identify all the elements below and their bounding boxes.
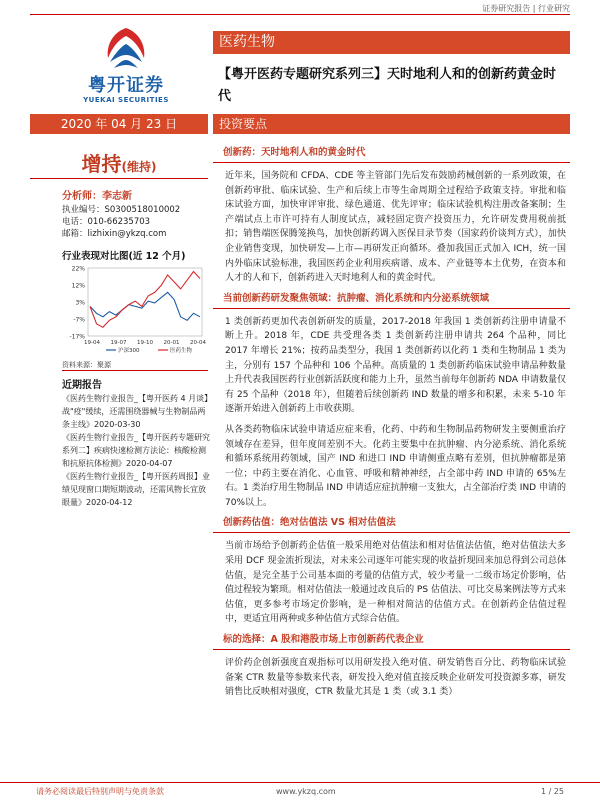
chart-x-tick-label: 19-04 (84, 340, 100, 346)
top-divider (30, 14, 570, 15)
rating (30, 148, 208, 177)
chart-legend-label: 沪深300 (118, 348, 140, 354)
logo-en-text: YUEKAI SECURITIES (83, 96, 169, 104)
section-paragraph: 1 类创新药更加代表创新研发的质量，2017-2018 年我国 1 类创新药注册申请量不断上升。2018 年，CDE 共受理各类 1 类创新药注册申请共 264 个品种，同比 2017 年增长 21%；按药品类型分，我国 1 类创新药以化药 1 类和生物制品 1 类为主，分别有 157 个品种和 106 个品种。高质量的 1 类创新药临床试验申请品种数量上升代表我国医药行业创新活跃度和能力上升，虽然当前每年创新药 NDA 申请数量仅有 25 个品种（2018 年），但随着后续创新药 IND 数量的增多和积累，未来 5-10 年逐渐开始进入创新药上市收获期。 (225, 316, 566, 415)
recent-report-item[interactable]: 《医药生物行业报告_【粤开医药专题研究系列二】疾病快速检测方法论：核酸检测和抗原抗体检测》2020-04-07 (62, 433, 210, 468)
chart-title: 行业表现对比图(近 12 个月) (62, 251, 186, 262)
chart-y-tick-label: -17% (69, 333, 85, 341)
analyst-license: 执业编号：S0300518010002 (62, 205, 181, 215)
chart-series-line (90, 292, 200, 320)
recent-reports-list (62, 392, 210, 509)
rating-divider (30, 178, 208, 179)
rating-main: 增持 (81, 152, 122, 176)
section-paragraph: 当前市场给予创新药企估值一般采用绝对估值法和相对估值法估值，绝对估值法大多采用 DCF 现金流折现法，对未来公司逐年可能实现的收益折现回来加总得到公司总体估值，是完全基于公司基本面的考量的估值方式，较少考量一二级市场定价影响，估值过程较为繁琐。相对估值法一般通过改良后的 PS 估值法、可比交易案例法等方式来估值，更多参考市场定价影响，是一种相对简洁的估值方式。在创新药企估值过程中，更适宜用两种或多种估值方式综合估值。 (225, 541, 566, 625)
section-paragraph: 近年来，国务院和 CFDA、CDE 等主管部门先后发布鼓励药械创新的一系列政策，在创新药审批、临床试验、生产和后续上市等生命周期全过程给予政策支持。审批和临床试验方面，加快审评审批、绿色通道、优先评审；临床试验机构注册改备案制；生产端试点上市许可持有人制度试点，减轻固定资产投资压力，允许研发费用税前抵扣；销售端医保腾笼换鸟，加快创新药调入医保目录节奏（国家药价谈判方式），加快企业销售变现，加快研发—上市—再研发正向循环。叠加我国正式加入 ICH，统一国内外临床试验标准，我国医药企业利用疾病谱、成本、产业链等本土优势，在资本和人才的人和下，创新药进入天时地利人和的黄金时代。 (225, 171, 566, 284)
chart-y-tick-label: 22% (71, 265, 85, 273)
analyst-phone: 电话：010-66235703 (62, 217, 151, 227)
recent-reports-heading: 近期报告 (62, 380, 102, 391)
section-paragraph: 评价药企创新强度直观指标可以用研发投入绝对值、研发销售百分比、药物临床试验备案 CTR 数量等参数来代表，研发投入绝对值直接反映企业研发可投资源多寡，研发销售比反映相对强度，CTR 数量尤其是 1 类（或 3.1 类） (225, 658, 566, 698)
source-divider (62, 370, 208, 371)
key-points-banner: 投资要点 (213, 114, 570, 134)
chart-x-tick-label: 19-10 (137, 340, 153, 346)
chart-x-tick-label: 19-07 (110, 340, 127, 346)
rating-sub: (维持) (121, 160, 157, 174)
performance-chart (62, 262, 208, 360)
chart-y-tick-label: 12% (71, 282, 85, 290)
chart-x-tick-label: 20-04 (190, 340, 206, 346)
chart-x-tick-label: 20-01 (163, 340, 180, 346)
logo-cn-text: 粤开证券 (88, 75, 164, 96)
footer-website[interactable]: www.ykzq.com (276, 787, 336, 796)
chart-y-tick-label: -7% (73, 316, 85, 324)
analyst-name: 分析师：李志新 (62, 191, 132, 202)
footer-disclaimer[interactable]: 请务必阅读最后特别声明与免责条款 (36, 787, 164, 796)
report-date: 2020 年 04 月 23 日 (30, 114, 208, 134)
recent-report-item[interactable]: 《医药生物行业报告_【粤开医药 4 月谈】战"疫"缓续，还需围绕器械与生物制品两条主线》2020-03-30 (62, 394, 209, 429)
section-paragraph: 从各类药物临床试验申请适应症来看，化药、中药和生物制品药物研发主要侧重治疗领域存在差异，但年度间差别不大。化药主要集中在抗肿瘤、内分泌系统、消化系统和循环系统用药领域，国产 IND 和进口 IND 申请侧重点略有差别，但抗肿瘤都是第一位；中药主要在消化、心血管、呼吸和精神神经，占全部中药 IND 申请的 65%左右。1 类治疗用生物制品 IND 申请适应症抗肿瘤一支独大，占全部治疗类 IND 申请的 70%以上。 (225, 424, 566, 508)
section-heading: 创新药估值：绝对估值法 VS 相对估值法 (213, 516, 570, 533)
chart-source: 资料来源：聚源 (62, 361, 111, 369)
report-title: 【粤开医药专题研究系列三】天时地利人和的创新药黄金时代 (218, 67, 557, 104)
logo-emblem-icon (96, 24, 156, 72)
footer-page-number: 1 / 25 (540, 787, 564, 796)
sector-banner: 医药生物 (213, 31, 570, 54)
page-footer (0, 782, 600, 800)
recent-report-item[interactable]: 《医药生物行业报告_【粤开医药周报】业绩见现窗口期短期波动，还需风物长宜放眼量》2020-04-12 (62, 472, 210, 507)
section-heading: 标的选择：A 股和港股市场上市创新药代表企业 (213, 633, 570, 650)
report-type-tag: 证券研究报告 | 行业研究 (482, 4, 570, 13)
section-heading: 创新药：天时地利人和的黄金时代 (213, 146, 570, 163)
company-logo (74, 24, 178, 104)
analyst-email[interactable]: 邮箱：lizhixin@ykzq.com (62, 229, 167, 239)
main-content (213, 146, 570, 706)
section-heading: 当前创新药研发聚焦领域：抗肿瘤、消化系统和内分泌系统领域 (213, 292, 570, 309)
chart-y-tick-label: 3% (75, 299, 85, 307)
chart-legend-label: 医药生物 (170, 348, 193, 354)
analyst-info (62, 190, 208, 240)
